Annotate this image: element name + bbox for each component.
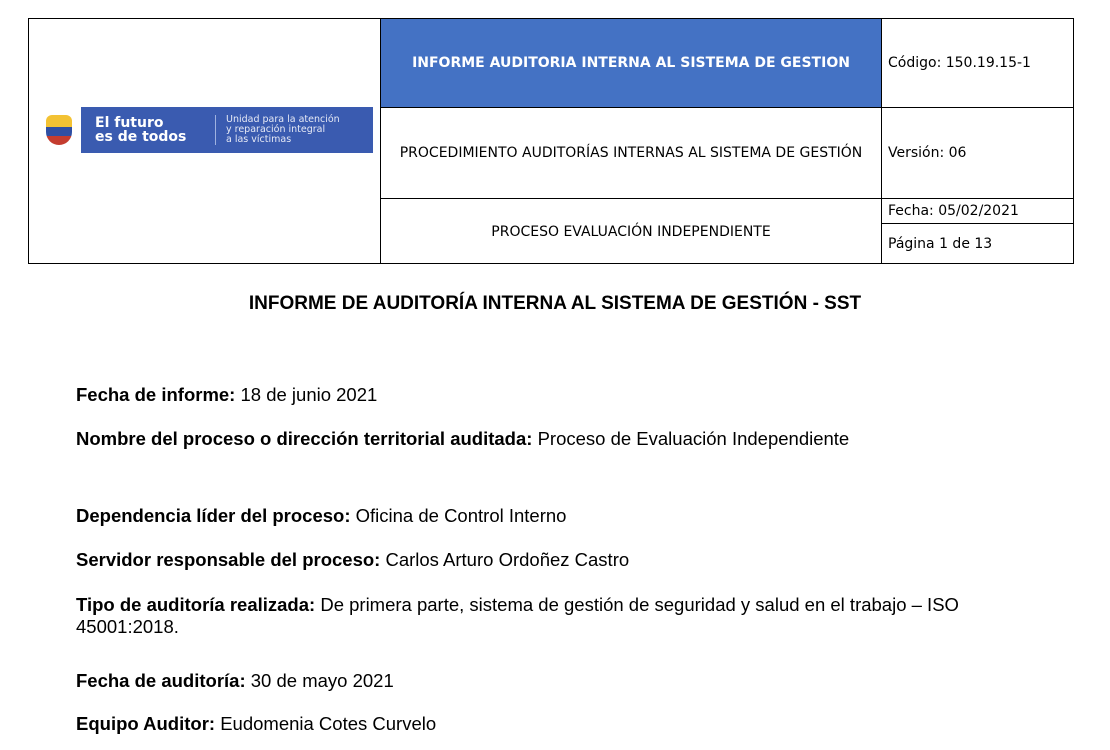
logo-sub-text: Unidad para la atención y reparación integral a las víctimas xyxy=(226,114,340,145)
header-table xyxy=(28,18,1074,264)
header-version: Versión: 06 xyxy=(888,145,967,161)
header-page: Página 1 de 13 xyxy=(888,236,993,252)
field-audit-team: Equipo Auditor: Eudomenia Cotes Curvelo xyxy=(76,713,437,734)
header-date: Fecha: 05/02/2021 xyxy=(888,203,1019,219)
logo-main-text: El futuro es de todos xyxy=(95,115,187,145)
header-process: PROCESO EVALUACIÓN INDEPENDIENTE xyxy=(491,223,771,240)
document-title: INFORME DE AUDITORÍA INTERNA AL SISTEMA DE GESTIÓN - SST xyxy=(248,293,862,314)
field-process-name: Nombre del proceso o dirección territorial auditada: Proceso de Evaluación Independiente xyxy=(76,428,850,449)
colombia-coat-of-arms-icon xyxy=(37,107,81,153)
header-procedure: PROCEDIMIENTO AUDITORÍAS INTERNAS AL SISTEMA DE GESTIÓN xyxy=(399,145,863,161)
header-title: INFORME AUDITORIA INTERNA AL SISTEMA DE GESTION xyxy=(381,19,881,107)
header-code: Código: 150.19.15-1 xyxy=(888,55,1031,71)
field-report-date: Fecha de informe: 18 de junio 2021 xyxy=(76,384,378,405)
field-lead-dependency: Dependencia líder del proceso: Oficina de Control Interno xyxy=(76,505,567,526)
field-audit-date: Fecha de auditoría: 30 de mayo 2021 xyxy=(76,670,394,691)
field-responsible-server: Servidor responsable del proceso: Carlos Arturo Ordoñez Castro xyxy=(76,549,630,570)
logo xyxy=(37,107,373,153)
field-audit-type: Tipo de auditoría realizada: De primera parte, sistema de gestión de seguridad y salud en el trabajo – ISO 45001:2018. xyxy=(76,594,959,637)
